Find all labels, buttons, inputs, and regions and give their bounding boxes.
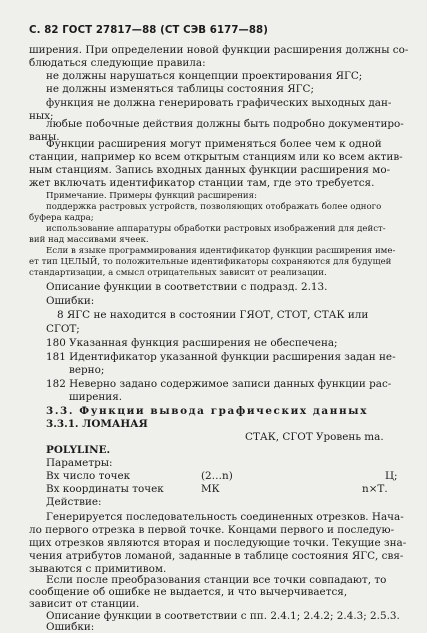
text-line: станции, например ко всем открытым станциям или ко всем актив-	[29, 151, 403, 163]
section-heading: 3.3. Функции вывода графических данных	[46, 405, 368, 417]
text-line: Если после преобразования станции все точки совпадают, то	[46, 574, 387, 586]
param-name: Вх число точек	[46, 470, 131, 482]
text-line: Описание функции в соответствии с пп. 2.4.1; 2.4.2; 2.4.3; 2.5.3.	[46, 610, 400, 622]
text-line: функция не должна генерировать графических выходных дан-	[46, 97, 392, 109]
text-line: ваны.	[29, 131, 60, 143]
note-line: Если в языке программирования идентификатор функции расширения име-	[46, 246, 396, 256]
text-line: ным станциям. Запись входных данных функции расширения мо-	[29, 164, 391, 176]
note-title: Примечание. Примеры функций расширения:	[46, 191, 257, 201]
param-type: n×Т.	[362, 483, 388, 495]
errors-label: Ошибки:	[46, 295, 95, 307]
error-item: 181 Идентификатор указанной функции расширения задан не-	[46, 351, 396, 363]
text-line: жет включать идентификатор станции там, где это требуется.	[29, 177, 375, 189]
error-item: 182 Неверно задано содержимое записи данных функции рас-	[46, 378, 392, 390]
note-line: использование аппаратуры обработки растровых изображений для дейст-	[46, 224, 386, 234]
error-item: 8 ЯГС не находится в состоянии ГЯОТ, СТОТ, СТАК или	[57, 309, 369, 321]
text-line: чения атрибутов ломаной, заданные в таблице состояния ЯГС, свя-	[29, 550, 404, 562]
param-type: Ц;	[385, 470, 398, 482]
errors-label: Ошибки:	[46, 621, 95, 633]
text-line: не должны изменяться таблицы состояния ЯГС;	[46, 83, 314, 95]
error-item: 180 Указанная функция расширения не обеспечена;	[46, 337, 338, 349]
text-line: Функции расширения могут применяться более чем к одной	[46, 138, 382, 150]
text-line: любые побочные действия должны быть подробно документиро-	[46, 118, 404, 130]
text-line: щих отрезков являются вторая и последующие точки. Текущие зна-	[29, 537, 407, 549]
text-line: ных;	[29, 110, 54, 122]
note-line: буфера кадра;	[29, 213, 94, 223]
error-item: верно;	[69, 364, 105, 376]
text-line: ширения. При определении новой функции расширения должны со-	[29, 44, 409, 56]
text-line: блюдаться следующие правила:	[29, 57, 206, 69]
text-line: Описание функции в соответствии с подразд. 2.13.	[46, 281, 328, 293]
note-line: поддержка растровых устройств, позволяющих отображать более одного	[46, 202, 382, 212]
text-line: не должны нарушаться концепции проектирования ЯГС;	[46, 70, 363, 82]
param-range: (2…n)	[201, 470, 233, 482]
action-label: Действие:	[46, 496, 102, 508]
page-header: С. 82 ГОСТ 27817—88 (СТ СЭВ 6177—88)	[29, 25, 268, 36]
text-line: Генерируется последовательность соединенных отрезков. Нача-	[46, 511, 404, 523]
note-line: стандартизации, а смысл отрицательных зависит от реализации.	[29, 268, 327, 278]
text-line: зываются с примитивом.	[29, 563, 167, 575]
param-range: МК	[201, 483, 220, 495]
params-label: Параметры:	[46, 457, 113, 469]
text-line: ло первого отрезка в первой точке. Концами первого и последую-	[29, 524, 395, 536]
param-name: Вх координаты точек	[46, 483, 164, 495]
text-line: сообщение об ошибке не выдается, и что вычерчивается,	[29, 586, 348, 598]
text-line: зависит от станции.	[29, 598, 140, 610]
error-item: СГОТ;	[46, 323, 80, 335]
error-item: ширения.	[69, 391, 123, 403]
subsection-heading: 3.3.1. ЛОМАНАЯ	[46, 418, 148, 430]
function-name: POLYLINE.	[46, 444, 111, 456]
states-line: СТАК, СГОТ Уровень ma.	[245, 431, 384, 443]
note-line: вий над массивами ячеек.	[29, 235, 149, 245]
note-line: ет тип ЦЕЛЫЙ, то положительные идентификаторы сохраняются для будущей	[29, 257, 392, 267]
